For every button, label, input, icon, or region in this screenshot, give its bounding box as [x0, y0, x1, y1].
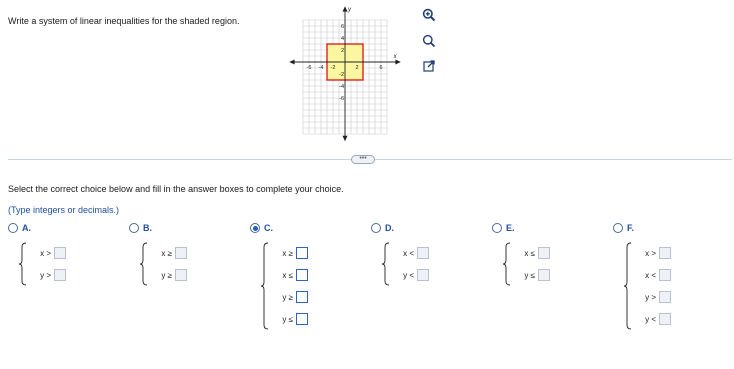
inequality-row	[274, 308, 308, 330]
inequality-label: y <	[645, 314, 656, 324]
inequality-row	[637, 242, 671, 264]
brace-icon	[623, 242, 633, 330]
inequality-label: x ≥	[282, 248, 293, 258]
answer-box[interactable]	[296, 247, 308, 259]
zoom-in-button[interactable]	[420, 6, 438, 24]
x-tick-label: 2	[355, 65, 359, 71]
choice-letter: E.	[506, 223, 515, 233]
choice-letter: B.	[143, 223, 152, 233]
inequality-system	[260, 242, 308, 330]
brace-icon	[381, 242, 391, 286]
inequality-row	[153, 264, 187, 286]
inequality-label: x ≤	[524, 248, 535, 258]
answer-box[interactable]	[538, 247, 550, 259]
y-axis-label: y	[348, 7, 351, 13]
answer-box[interactable]	[417, 247, 429, 259]
x-axis-arrow-left	[289, 60, 294, 65]
answer-box[interactable]	[296, 269, 308, 281]
choice-f	[613, 222, 671, 330]
inequality-label: y ≥	[161, 270, 172, 280]
inequality-row	[395, 264, 429, 286]
inequality-label: x >	[40, 248, 51, 258]
inequality-label: y >	[645, 292, 656, 302]
y-axis-arrow-up	[343, 6, 348, 11]
choice-d	[371, 222, 429, 286]
radio-selected[interactable]	[250, 223, 260, 233]
inequality-label: x <	[403, 248, 414, 258]
radio-button[interactable]	[371, 223, 381, 233]
answer-box[interactable]	[175, 269, 187, 281]
inequality-label: x <	[645, 270, 656, 280]
x-tick-label: -4	[318, 65, 324, 71]
choice-letter: F.	[627, 223, 635, 233]
inequality-row	[32, 242, 66, 264]
inequality-system	[139, 242, 187, 286]
radio-button[interactable]	[129, 223, 139, 233]
inequality-row	[516, 242, 550, 264]
answer-box[interactable]	[659, 247, 671, 259]
inequality-row	[274, 242, 308, 264]
choice-b	[129, 222, 187, 286]
y-tick-label: 2	[340, 48, 344, 54]
external-link-icon	[422, 59, 436, 73]
y-tick-label: 6	[340, 24, 344, 30]
more-button[interactable]: •••	[351, 155, 375, 164]
zoom-out-icon	[422, 34, 436, 48]
inequality-row	[516, 264, 550, 286]
choice-option[interactable]	[250, 222, 308, 234]
hint-text: (Type integers or decimals.)	[8, 205, 120, 215]
inequality-label: y >	[40, 270, 51, 280]
inequality-row	[637, 264, 671, 286]
answer-box[interactable]	[659, 269, 671, 281]
choice-c	[250, 222, 308, 330]
inequality-label: y ≥	[282, 292, 293, 302]
inequality-row	[274, 264, 308, 286]
instruction-text: Select the correct choice below and fill in the answer boxes to complete your choice.	[8, 184, 344, 194]
inequality-system	[623, 242, 671, 330]
y-tick-label: -2	[339, 72, 344, 78]
radio-button[interactable]	[613, 223, 623, 233]
inequality-row	[637, 286, 671, 308]
choice-option[interactable]	[8, 222, 66, 234]
inequality-label: x >	[645, 248, 656, 258]
x-tick-label: -2	[330, 65, 336, 71]
answer-box[interactable]	[538, 269, 550, 281]
inequality-row	[274, 286, 308, 308]
brace-icon	[139, 242, 149, 286]
zoom-in-icon	[422, 8, 436, 22]
radio-dot	[253, 226, 258, 231]
answer-box[interactable]	[659, 313, 671, 325]
answer-box[interactable]	[175, 247, 187, 259]
coordinate-graph	[286, 6, 414, 142]
choice-option[interactable]	[492, 222, 550, 234]
inequality-label: x ≥	[161, 248, 172, 258]
y-tick-label: -4	[339, 84, 344, 90]
choice-letter: D.	[385, 223, 394, 233]
inequality-system	[18, 242, 66, 286]
inequality-system	[502, 242, 550, 286]
choice-option[interactable]	[613, 222, 671, 234]
popout-button[interactable]	[420, 57, 438, 75]
question-prompt: Write a system of linear inequalities for the shaded region.	[8, 16, 240, 26]
radio-button[interactable]	[492, 223, 502, 233]
inequality-row	[395, 242, 429, 264]
answer-box[interactable]	[54, 247, 66, 259]
radio-button[interactable]	[8, 223, 18, 233]
zoom-out-button[interactable]	[420, 32, 438, 50]
answer-box[interactable]	[659, 291, 671, 303]
y-tick-label: -6	[339, 96, 344, 102]
inequality-row	[32, 264, 66, 286]
brace-icon	[18, 242, 28, 286]
brace-icon	[260, 242, 270, 330]
x-axis-label: x	[393, 54, 397, 60]
choice-option[interactable]	[371, 222, 429, 234]
answer-box[interactable]	[417, 269, 429, 281]
inequality-label: y <	[403, 270, 414, 280]
answer-box[interactable]	[296, 291, 308, 303]
choice-e	[492, 222, 550, 286]
answer-box[interactable]	[296, 313, 308, 325]
inequality-label: y ≤	[524, 270, 535, 280]
choice-letter: C.	[264, 223, 273, 233]
choice-option[interactable]	[129, 222, 187, 234]
choice-letter: A.	[22, 223, 31, 233]
choice-a	[8, 222, 66, 286]
inequality-system	[381, 242, 429, 286]
inequality-row	[153, 242, 187, 264]
answer-box[interactable]	[54, 269, 66, 281]
inequality-label: x ≤	[282, 270, 293, 280]
y-axis-arrow-down	[343, 136, 348, 141]
y-tick-label: 4	[340, 36, 344, 42]
x-tick-label: -6	[306, 65, 312, 71]
x-axis-arrow-right	[395, 60, 400, 65]
inequality-label: y ≤	[282, 314, 293, 324]
brace-icon	[502, 242, 512, 286]
inequality-row	[637, 308, 671, 330]
x-tick-label: 6	[379, 65, 383, 71]
